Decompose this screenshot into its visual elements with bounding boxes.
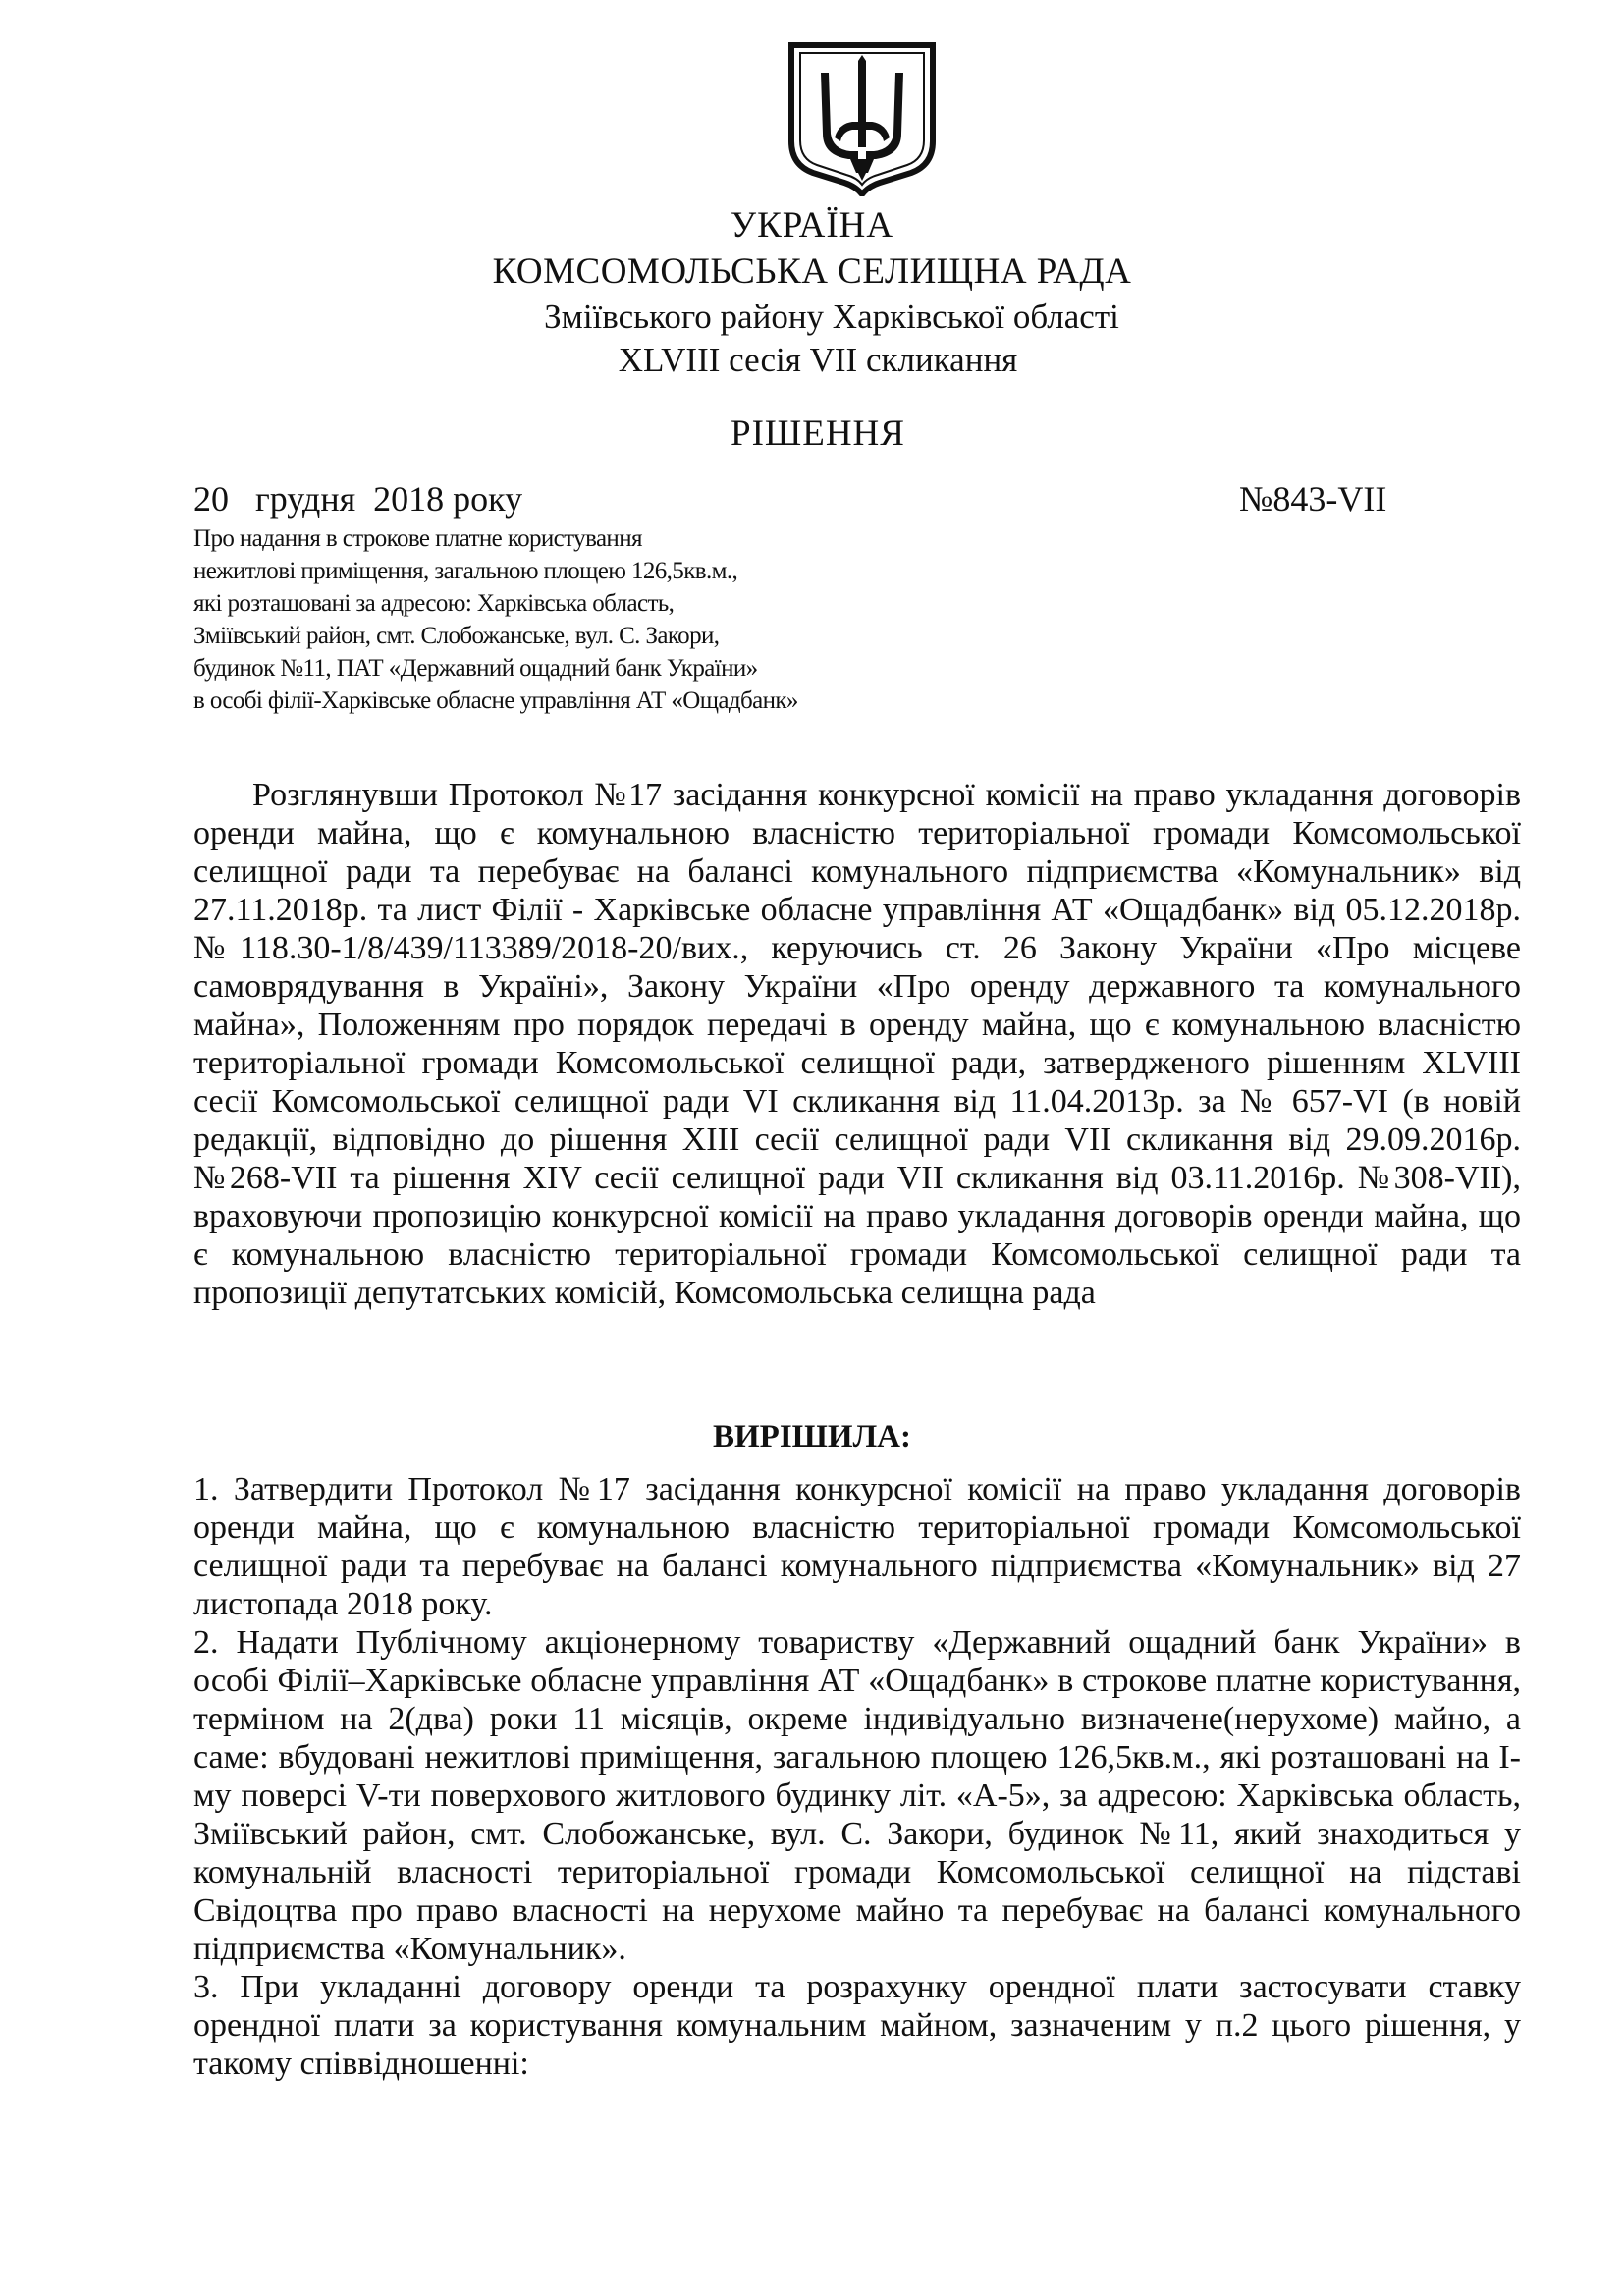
preamble-paragraph: Розглянувши Протокол №17 засідання конкурсної комісії на право укладання договорів оренди майна, що є комунальною власністю територіальної громади Комсомольської селищної ради та перебуває на балансі комунального підприємства «Комунальник» від 27.11.2018р. та лист Філії - Харківське обласне управління АТ «Ощадбанк» від 05.12.2018р. №118.30-1/8/439/113389/2018-20/вих., керуючись ст. 26 Закону України «Про місцеве самоврядування в Україні», Закону України «Про оренду державного та комунального майна», Положенням про порядок передачі в оренду майна, що є комунальною власністю територіальної громади Комсомольської селищної ради, затвердженого рішенням XLVIII сесії Комсомольської селищної ради VI скликання від 11.04.2013р. за № 657-VI (в новій редакції, відповідно до рішення XIII сесії селищної ради VII скликання від 29.09.2016р. №268-VII та рішення XIV сесії селищної ради VII скликання від 03.11.2016р. №308-VII), враховуючи пропозицію конкурсної комісії на право укладання договорів оренди майна, що є комунальною власністю територіальної громади Комсомольської селищної ради та пропозиції депутатських комісій, Комсомольська селищна рада bbox=[193, 777, 1521, 1311]
decision-item: 3. При укладанні договору оренди та розрахунку орендної плати застосувати ставку орендної плати за користування комунальним майном, зазначеним у п.2 цього рішення, у такому співвідношенні: bbox=[193, 1969, 1521, 2082]
subject-line: Зміївський район, смт. Слобожанське, вул. С. Закори, bbox=[193, 623, 720, 649]
decision-subject bbox=[193, 522, 999, 717]
decision-item: 2. Надати Публічному акціонерному товариству «Державний ощадний банк України» в особі Філії–Харківське обласне управління АТ «Ощадбанк» в строкове платне користування, терміном на 2(два) роки 11 місяців, окреме індивідуально визначене(нерухоме) майно, а саме: вбудовані нежитлові приміщення, загальною площею 126,5кв.м., які розташовані на I-му поверсі V-ти поверхового житлового будинку літ. «А-5», за адресою: Харківська область, Зміївський район, смт. Слобожанське, вул. С. Закори, будинок №11, який знаходиться у комунальній власності територіальної громади Комсомольської селищної на підставі Свідоцтва про право власності на нерухоме майно та перебуває на балансі комунального підприємства «Комунальник». bbox=[193, 1624, 1521, 1967]
session-heading: XLVIII сесія VII скликання bbox=[618, 341, 1018, 379]
district-heading: Зміївського району Харківської області bbox=[544, 298, 1119, 336]
decision-item: 1. Затвердити Протокол №17 засідання конкурсної комісії на право укладання договорів оренди майна, що є комунальною власністю територіальної громади Комсомольської селищної ради та перебуває на балансі комунального підприємства «Комунальник» від 27 листопада 2018 року. bbox=[193, 1471, 1521, 1622]
subject-line: Про надання в строкове платне користування bbox=[193, 525, 642, 552]
decision-title: РІШЕННЯ bbox=[731, 413, 905, 454]
subject-line: які розташовані за адресою: Харківська область, bbox=[193, 590, 675, 617]
country-heading: УКРАЇНА bbox=[730, 205, 894, 246]
decision-date: 20 грудня 2018 року bbox=[193, 479, 523, 519]
council-heading: КОМСОМОЛЬСЬКА СЕЛИЩНА РАДА bbox=[492, 251, 1132, 292]
decided-heading: ВИРІШИЛА: bbox=[713, 1419, 911, 1454]
subject-line: в особі філії-Харківське обласне управління АТ «Ощадбанк» bbox=[193, 687, 798, 714]
trident-coat-of-arms-icon bbox=[774, 39, 950, 196]
subject-line: будинок №11, ПАТ «Державний ощадний банк України» bbox=[193, 655, 758, 682]
subject-line: нежитлові приміщення, загальною площею 126,5кв.м., bbox=[193, 558, 738, 584]
decision-items bbox=[193, 1470, 1521, 2083]
decision-number: №843-VII bbox=[1239, 479, 1387, 519]
